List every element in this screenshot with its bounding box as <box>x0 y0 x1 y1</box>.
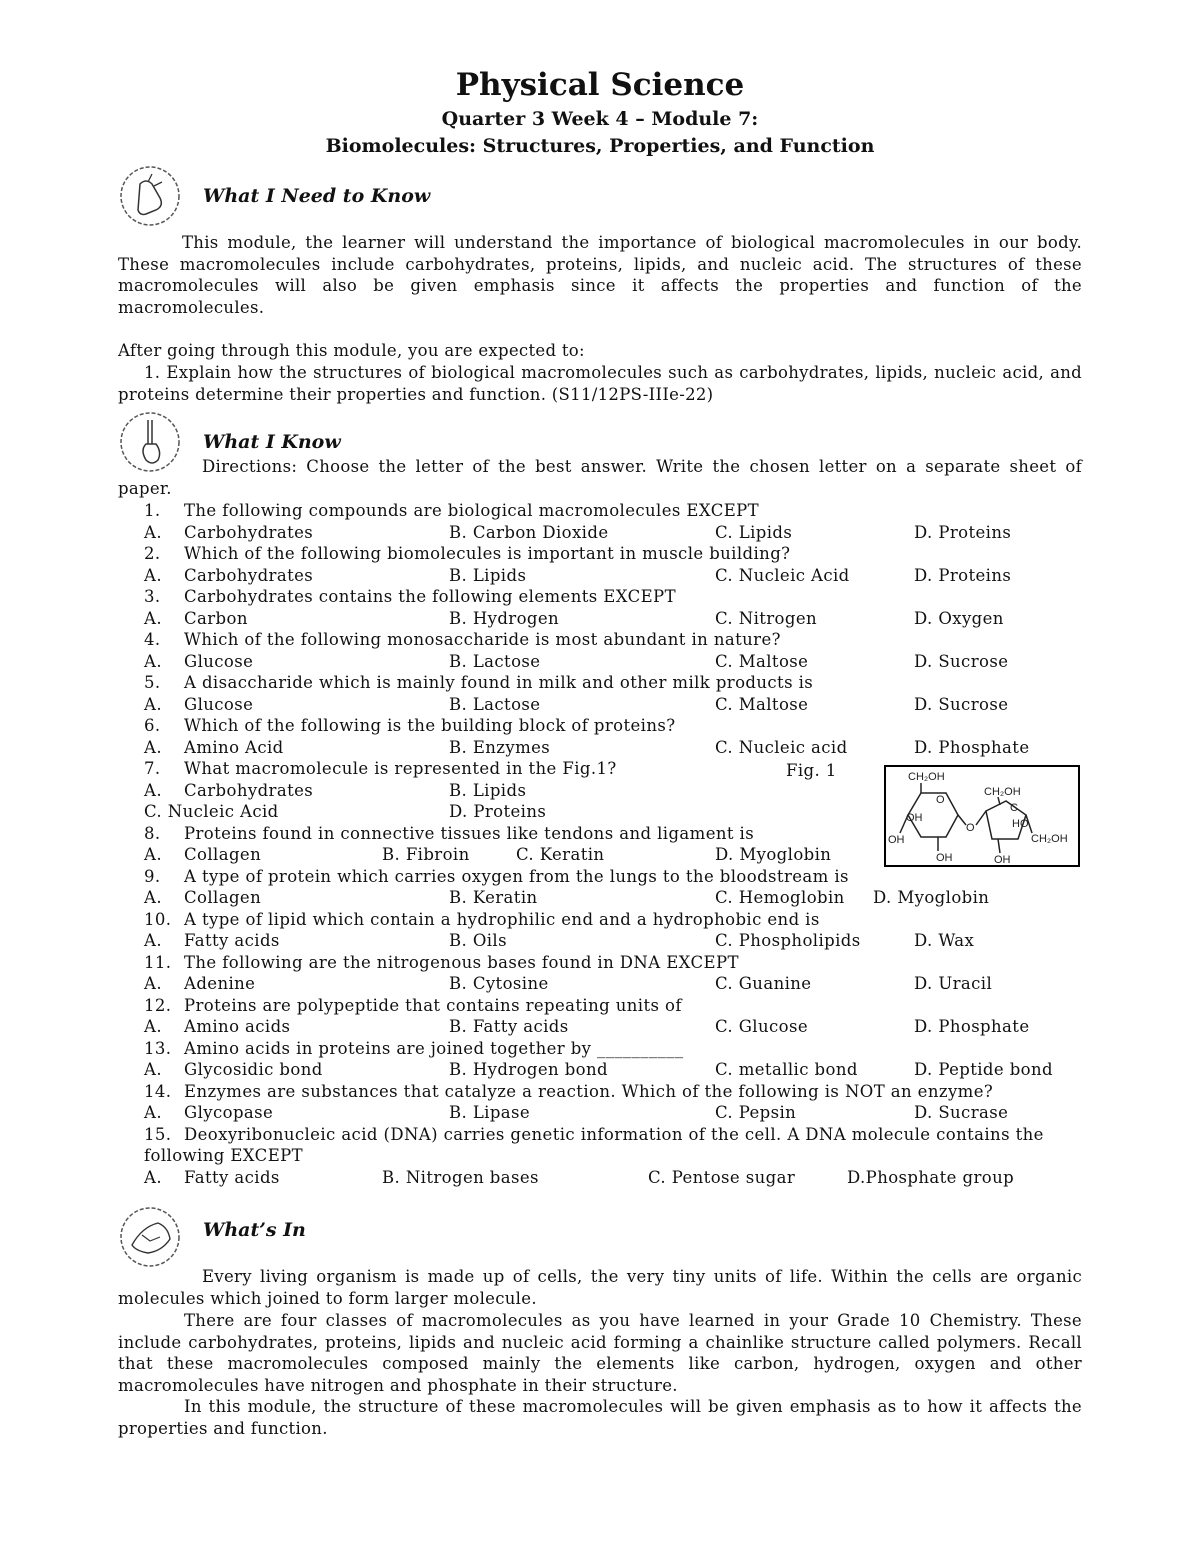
answer-choice: C. Maltose <box>715 694 809 714</box>
answer-choice: C. Pepsin <box>715 1103 797 1122</box>
choice-marker: A. <box>144 737 162 757</box>
choice-marker: A. <box>144 845 162 864</box>
answer-choice: C. Maltose <box>715 651 809 671</box>
question-number: 14. <box>144 1081 172 1101</box>
whats-in-paragraph-2: There are four classes of macromolecules as you have learned in your Grade 10 Chemistry. These include carbohydrates, proteins, lipids and nucleic acid forming a chainlike structure called polymers. Recall that these macromolecules composed mainly the elements like carbon, hydrogen, oxygen and other macromolecules have nitrogen and phosphate in their structure. <box>118 1311 1082 1395</box>
answer-choice: D. Myoglobin <box>873 888 990 907</box>
answer-choice: B. Hydrogen <box>449 608 560 628</box>
answer-choice: Carbohydrates <box>184 522 314 542</box>
answer-choice: C. Hemoglobin <box>715 888 845 907</box>
hand-pointing-icon <box>118 164 182 228</box>
label-c: C <box>1010 802 1018 814</box>
answer-choice: Amino acids <box>184 1017 291 1036</box>
question-number: 10. <box>144 909 172 929</box>
question-text: A type of protein which carries oxygen from the lungs to the bloodstream is <box>184 866 849 886</box>
choice-marker: A. <box>144 608 162 628</box>
answer-choice: D.Phosphate group <box>847 1167 1015 1187</box>
label-link-o: O <box>966 822 975 834</box>
answer-choice: Collagen <box>184 845 262 864</box>
question-number: 12. <box>144 995 172 1015</box>
question-text: The following are the nitrogenous bases found in DNA EXCEPT <box>184 952 739 972</box>
answer-choice: B. Fatty acids <box>449 1017 569 1036</box>
label-oh-3: OH <box>936 852 953 864</box>
label-oh-1: OH <box>906 812 923 824</box>
question-number: 3. <box>144 587 161 606</box>
answer-choice: B. Lipase <box>449 1103 531 1122</box>
answer-choice: B. Oils <box>449 931 507 950</box>
choice-marker: A. <box>144 1103 162 1122</box>
figure-1-sucrose-structure <box>884 765 1080 867</box>
answer-choice: B. Keratin <box>449 888 538 907</box>
answer-choice: B. Hydrogen bond <box>449 1060 608 1079</box>
question-number: 15. <box>144 1124 172 1144</box>
answer-choice: C. metallic bond <box>715 1060 858 1079</box>
answer-choice: Amino Acid <box>184 737 284 757</box>
answer-choice: C. Guanine <box>715 974 812 993</box>
answer-choice: C. Nucleic Acid <box>715 565 850 585</box>
label-ch2oh-right: CH₂OH <box>984 786 1021 798</box>
choice-marker: A. <box>144 888 162 907</box>
question-text: Which of the following biomolecules is important in muscle building? <box>184 544 791 563</box>
question-number: 7. <box>144 759 161 778</box>
answer-choice: D. Phosphate <box>914 1017 1030 1036</box>
choice-marker: A. <box>144 1167 162 1187</box>
answer-choice: D. Myoglobin <box>715 845 832 864</box>
question-number: 4. <box>144 630 161 649</box>
answer-choice: Glucose <box>184 651 254 671</box>
answer-choice: C. Nucleic acid <box>715 737 848 757</box>
question-text: Proteins are polypeptide that contains repeating units of <box>184 995 682 1015</box>
question-text: Deoxyribonucleic acid (DNA) carries genetic information of the cell. A DNA molecule contains the <box>184 1124 1044 1144</box>
label-oh-4: OH <box>994 854 1011 865</box>
section-heading-what-i-know: What I Know <box>203 431 341 453</box>
page-subtitle: Quarter 3 Week 4 – Module 7: <box>441 108 759 130</box>
answer-choice: C. Phospholipids <box>715 931 861 950</box>
choice-marker: A. <box>144 694 162 714</box>
answer-choice: Glucose <box>184 694 254 714</box>
answer-choice: Glycosidic bond <box>184 1060 323 1079</box>
learning-objective: 1. Explain how the structures of biological macromolecules such as carbohydrates, lipids, nucleic acid, and proteins determine their properties and function. (S11/12PS-IIIe-22) <box>118 363 1082 404</box>
choice-marker: A. <box>144 1017 162 1036</box>
expected-intro: After going through this module, you are expected to: <box>118 341 585 360</box>
label-ho: HO <box>1012 818 1029 830</box>
answer-choice: B. Enzymes <box>449 737 551 757</box>
need-to-know-paragraph: This module, the learner will understand the importance of biological macromolecules in our body. These macromolecules include carbohydrates, proteins, lipids, and nucleic acid. The structures of these macromolecules will also be given emphasis since it affects the properties and function of the macromolecules. <box>118 233 1082 317</box>
question-number: 13. <box>144 1038 172 1058</box>
answer-choice: C. Keratin <box>516 845 605 864</box>
answer-choice: D. Uracil <box>914 974 993 993</box>
question-text: Proteins found in connective tissues like tendons and ligament is <box>184 823 755 843</box>
answer-choice: Carbohydrates <box>184 565 314 585</box>
answer-choice: B. Lactose <box>449 651 541 671</box>
question-number: 2. <box>144 544 161 563</box>
choice-marker: A. <box>144 974 162 993</box>
answer-choice: C. Nucleic Acid <box>144 802 279 821</box>
question-text: Which of the following is the building block of proteins? <box>184 716 676 735</box>
answer-choice: B. Lipids <box>449 565 527 585</box>
question-text: The following compounds are biological macromolecules EXCEPT <box>184 501 760 520</box>
question-number: 11. <box>144 952 172 972</box>
label-ring-o-left: O <box>936 794 945 806</box>
directions: Directions: Choose the letter of the best answer. Write the chosen letter on a separate sheet of paper. <box>118 457 1082 498</box>
answer-choice: Fatty acids <box>184 1167 280 1187</box>
answer-choice: D. Phosphate <box>914 737 1030 757</box>
answer-choice: D. Wax <box>914 931 975 950</box>
answer-choice: D. Sucrose <box>914 694 1009 714</box>
question-text: A type of lipid which contain a hydrophilic end and a hydrophobic end is <box>184 909 820 929</box>
page-topic: Biomolecules: Structures, Properties, and Function <box>325 135 875 157</box>
answer-choice: B. Fibroin <box>382 845 470 864</box>
answer-choice: D. Peptide bond <box>914 1060 1053 1079</box>
answer-choice: D. Sucrose <box>914 651 1009 671</box>
question-number: 1. <box>144 501 161 520</box>
label-oh-2: OH <box>888 834 905 846</box>
section-heading-whats-in: What’s In <box>203 1219 306 1241</box>
answer-choice: B. Lipids <box>449 780 527 800</box>
question-number: 8. <box>144 823 161 843</box>
answer-choice: D. Proteins <box>449 802 547 821</box>
section-heading-need-to-know: What I Need to Know <box>203 185 431 207</box>
whats-in-paragraph-3: In this module, the structure of these macromolecules will be given emphasis as to how it affects the properties and function. <box>118 1397 1082 1438</box>
answer-choice: C. Glucose <box>715 1017 809 1036</box>
choice-marker: A. <box>144 780 162 800</box>
choice-marker: A. <box>144 651 162 671</box>
answer-choice: C. Nitrogen <box>715 608 818 628</box>
question-number: 9. <box>144 866 161 886</box>
choice-marker: A. <box>144 931 162 950</box>
answer-choice: B. Carbon Dioxide <box>449 522 609 542</box>
answer-choice: D. Proteins <box>914 522 1012 542</box>
answer-choice: D. Proteins <box>914 565 1012 585</box>
answer-choice: Collagen <box>184 888 262 907</box>
answer-choice: D. Oxygen <box>914 608 1004 628</box>
choice-marker: A. <box>144 522 162 542</box>
sucrose-diagram <box>886 767 1078 865</box>
page-title: Physical Science <box>455 67 745 103</box>
answer-choice: B. Lactose <box>449 694 541 714</box>
question-text-continued: following EXCEPT <box>144 1146 304 1165</box>
label-ch2oh-tail: CH₂OH <box>1031 833 1068 845</box>
question-text: Which of the following monosaccharide is most abundant in nature? <box>184 630 781 649</box>
answer-choice: C. Pentose sugar <box>648 1167 796 1187</box>
label-ch2oh-left: CH₂OH <box>908 771 945 783</box>
question-text: A disaccharide which is mainly found in milk and other milk products is <box>184 673 814 692</box>
globe-sketch-icon <box>118 1205 182 1269</box>
answer-choice: Carbohydrates <box>184 780 314 800</box>
question-text: Enzymes are substances that catalyze a reaction. Which of the following is NOT an enzyme? <box>184 1081 994 1101</box>
whats-in-paragraph-1: Every living organism is made up of cells, the very tiny units of life. Within the cells are organic molecules which joined to form larger molecule. <box>118 1267 1082 1308</box>
answer-choice: Adenine <box>184 974 256 993</box>
answer-choice: Glycopase <box>184 1103 274 1122</box>
answer-choice: Fatty acids <box>184 931 280 950</box>
question-number: 6. <box>144 716 161 735</box>
answer-choice: C. Lipids <box>715 522 793 542</box>
choice-marker: A. <box>144 1060 162 1079</box>
question-text: What macromolecule is represented in the Fig.1? <box>184 759 617 778</box>
answer-choice: B. Nitrogen bases <box>382 1167 539 1187</box>
question-text: Amino acids in proteins are joined together by __________ <box>184 1038 684 1058</box>
question-number: 5. <box>144 673 161 692</box>
answer-choice: D. Sucrase <box>914 1103 1009 1122</box>
choice-marker: A. <box>144 565 162 585</box>
answer-choice: B. Cytosine <box>449 974 549 993</box>
figure-label: Fig. 1 <box>786 761 837 780</box>
question-text: Carbohydrates contains the following elements EXCEPT <box>184 587 676 606</box>
answer-choice: Carbon <box>184 608 248 628</box>
